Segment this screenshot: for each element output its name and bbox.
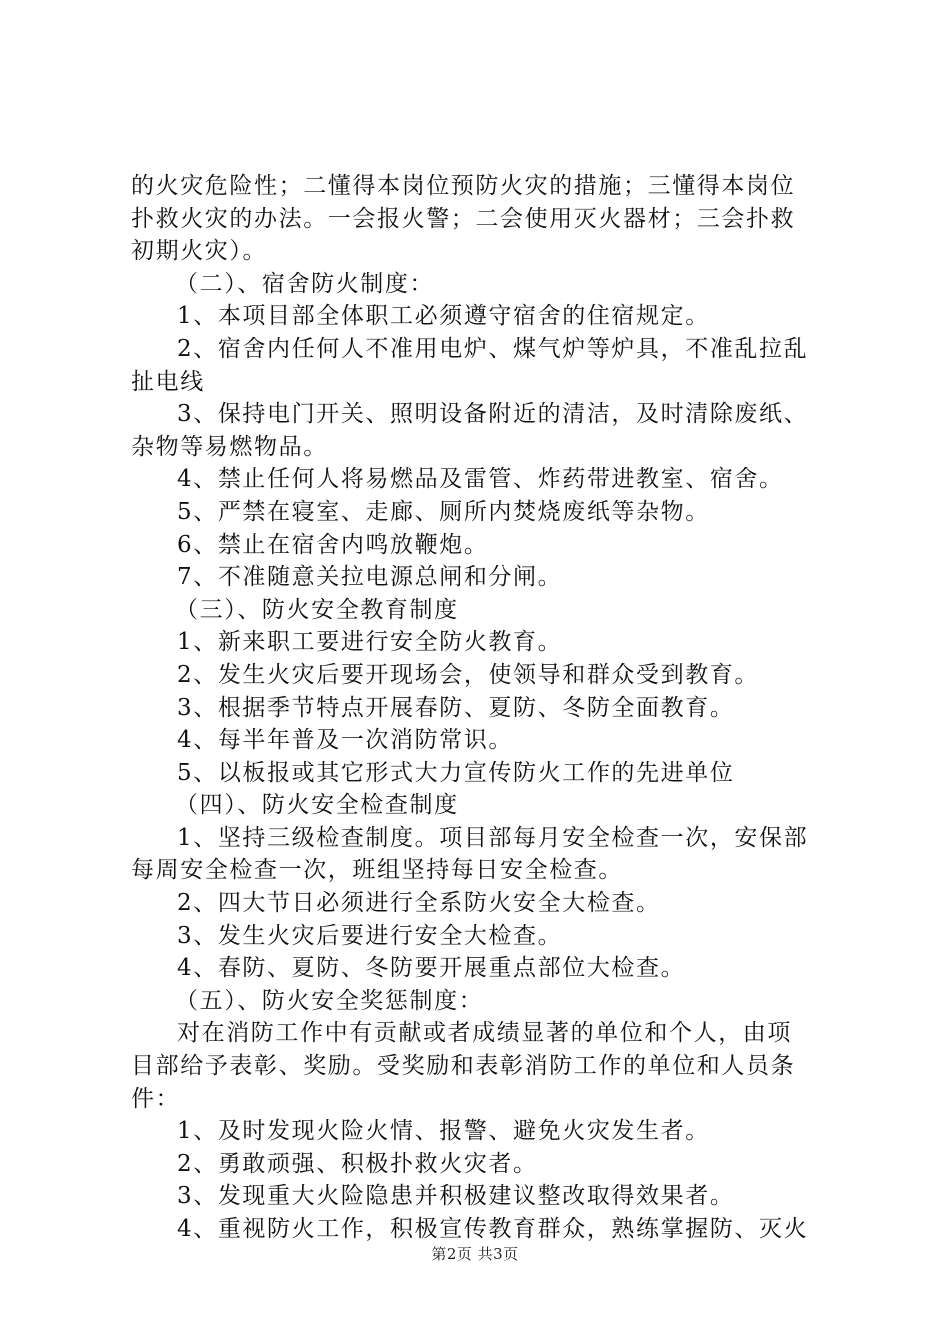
text-line: 的火灾危险性；二懂得本岗位预防火灾的措施；三懂得本岗位 (131, 173, 796, 199)
list-item: 2、四大节日必须进行全系防火安全大检查。 (177, 890, 661, 917)
section-heading: （三）、防火安全教育制度 (175, 596, 459, 623)
section-heading: （五）、防火安全奖惩制度： (175, 987, 484, 1014)
list-item: 3、发生火灾后要进行安全大检查。 (177, 922, 563, 949)
text-line: 初期火灾）。 (131, 238, 268, 265)
text-line: 目部给予表彰、奖励。受奖励和表彰消防工作的单位和人员条 (131, 1053, 796, 1080)
list-item: 4、每半年普及一次消防常识。 (177, 727, 514, 754)
list-item: 1、本项目部全体职工必须遵守宿舍的住宿规定。 (177, 303, 710, 330)
list-item: 3、根据季节特点开展春防、夏防、冬防全面教育。 (177, 694, 735, 721)
list-item: 7、不准随意关拉电源总闸和分闸。 (177, 564, 563, 591)
list-item: 4、重视防火工作，积极宣传教育群众，熟练掌握防、灭火 (177, 1216, 809, 1242)
list-item: 1、新来职工要进行安全防火教育。 (177, 629, 563, 656)
text-line: 扯电线 (131, 368, 205, 395)
section-heading: （四）、防火安全检查制度 (175, 792, 459, 819)
text-line: 扑救火灾的办法。一会报火警；二会使用灭火器材；三会扑救 (131, 205, 796, 232)
list-item: 2、发生火灾后要开现场会，使领导和群众受到教育。 (177, 661, 760, 688)
list-item: 5、以板报或其它形式大力宣传防火工作的先进单位 (177, 759, 735, 786)
list-item: 4、禁止任何人将易燃品及雷管、炸药带进教室、宿舍。 (177, 466, 784, 493)
list-item: 1、坚持三级检查制度。项目部每月安全检查一次，安保部 (177, 824, 809, 851)
section-heading: （二）、宿舍防火制度： (175, 270, 435, 297)
text-line: 每周安全检查一次，班组坚持每日安全检查。 (131, 857, 623, 884)
paragraph-line: 对在消防工作中有贡献或者成绩显著的单位和个人，由项 (177, 1020, 792, 1047)
document-body (131, 170, 831, 1246)
text-line: 件： (131, 1085, 181, 1112)
list-item: 6、禁止在宿舍内鸣放鞭炮。 (177, 531, 489, 558)
text-line: 杂物等易燃物品。 (131, 433, 328, 460)
list-item: 3、保持电门开关、照明设备附近的清洁，及时清除废纸、 (177, 401, 809, 428)
list-item: 2、勇敢顽强、积极扑救火灾者。 (177, 1150, 538, 1177)
list-item: 5、严禁在寝室、走廊、厕所内焚烧废纸等杂物。 (177, 498, 710, 525)
list-item: 4、春防、夏防、冬防要开展重点部位大检查。 (177, 955, 686, 982)
list-item: 2、宿舍内任何人不准用电炉、煤气炉等炉具，不准乱拉乱 (177, 335, 809, 362)
list-item: 3、发现重大火险隐患并积极建议整改取得效果者。 (177, 1183, 735, 1210)
list-item: 1、及时发现火险火情、报警、避免火灾发生者。 (177, 1118, 710, 1145)
page-number: 第2页 共3页 (431, 1245, 519, 1263)
